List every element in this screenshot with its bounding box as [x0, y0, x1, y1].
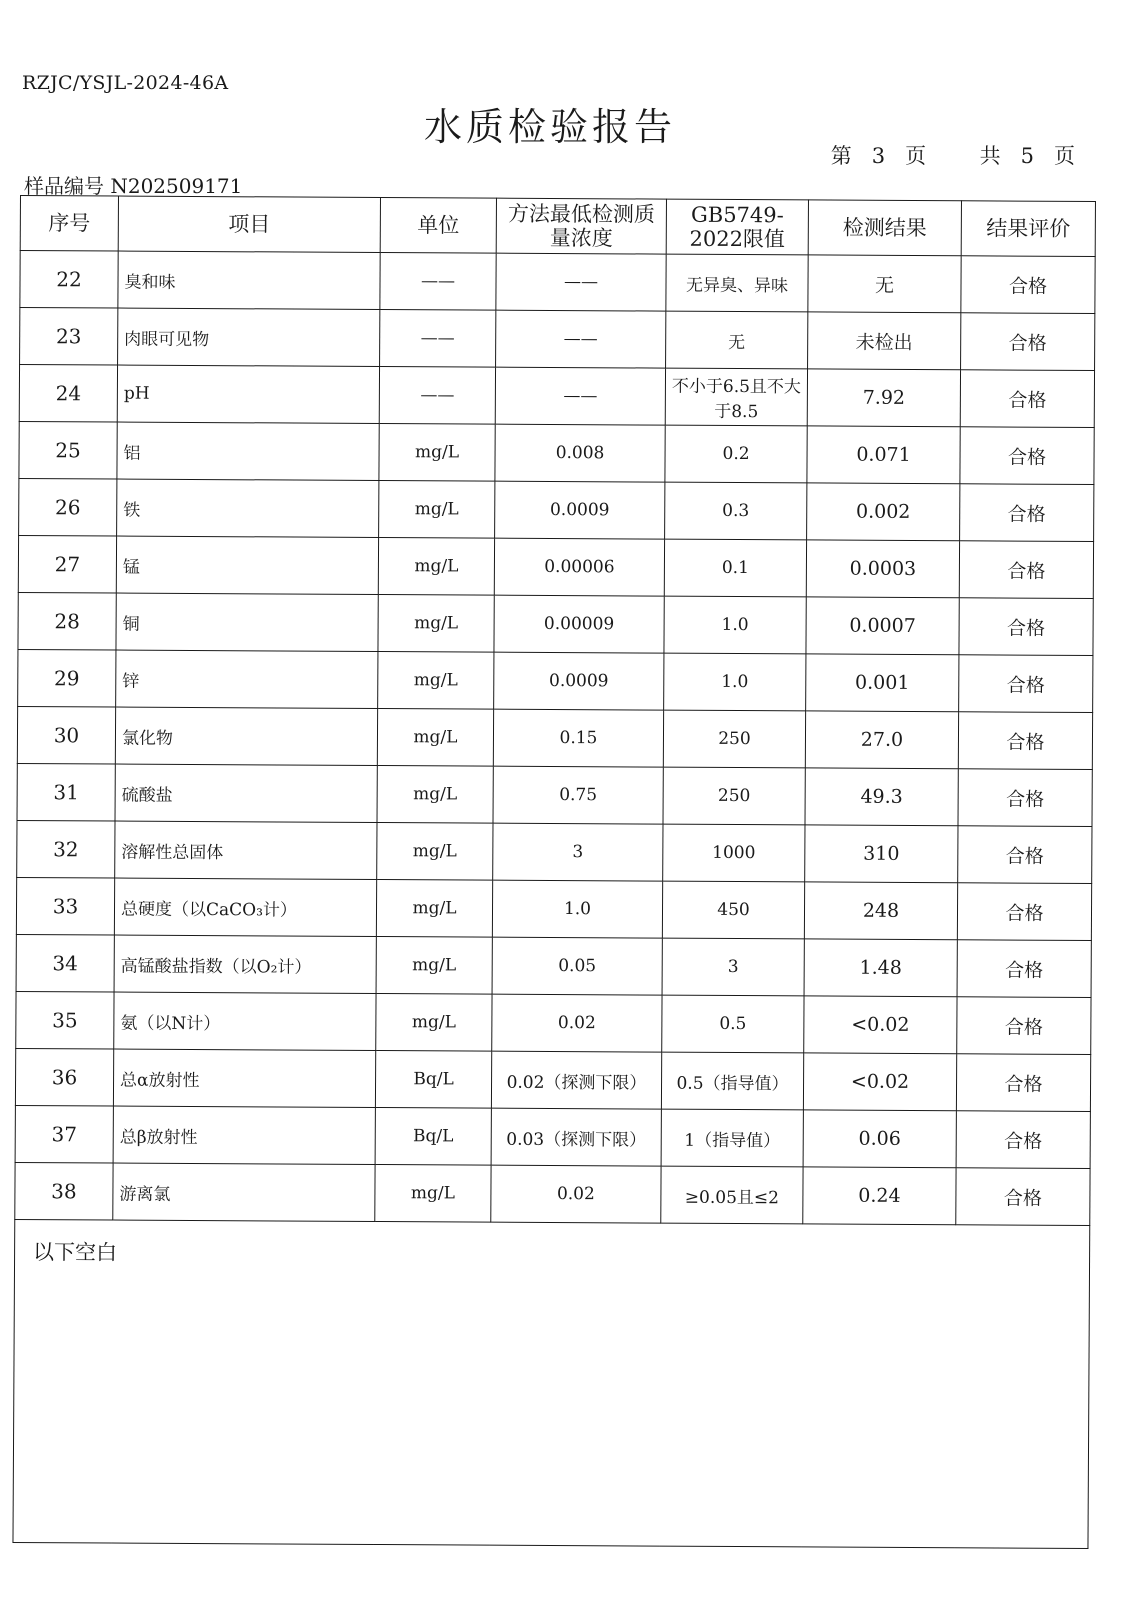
row-item: 氯化物 [115, 707, 377, 765]
row-standard-limit: 0.1 [664, 539, 806, 597]
row-item: 锰 [116, 536, 378, 594]
row-number: 30 [17, 706, 115, 764]
row-number: 35 [16, 991, 114, 1049]
row-result: 0.06 [803, 1110, 956, 1168]
row-evaluation: 合格 [961, 313, 1095, 371]
row-detection-limit: 0.02 [491, 1165, 661, 1223]
blank-footer-row [13, 1219, 1090, 1548]
page-current: 3 [871, 144, 886, 168]
row-number: 32 [17, 820, 115, 878]
row-detection-limit: 0.0009 [495, 481, 665, 539]
row-item: 氨（以N计） [114, 992, 376, 1050]
row-detection-limit: 1.0 [492, 880, 662, 938]
row-detection-limit: 0.75 [493, 766, 663, 824]
row-detection-limit: —— [496, 310, 666, 368]
row-evaluation: 合格 [957, 997, 1091, 1055]
total-unit: 页 [1054, 144, 1075, 168]
row-unit: —— [380, 253, 496, 311]
row-unit: Bq/L [375, 1051, 491, 1109]
row-unit: mg/L [377, 709, 493, 767]
row-detection-limit: 0.05 [492, 937, 662, 995]
row-standard-limit: 450 [662, 881, 804, 939]
table-row [15, 1162, 1090, 1225]
row-evaluation: 合格 [959, 598, 1093, 656]
row-detection-limit: 0.00009 [494, 595, 664, 653]
results-sheet [12, 195, 1095, 1549]
table-row [18, 535, 1093, 598]
table-row [16, 991, 1091, 1054]
results-body [15, 251, 1095, 1226]
row-standard-limit: 0.5 [662, 995, 804, 1053]
row-evaluation: 合格 [958, 712, 1092, 770]
row-detection-limit: 0.15 [493, 709, 663, 767]
row-result: 未检出 [808, 312, 961, 370]
row-number: 25 [19, 421, 117, 479]
row-number: 22 [20, 251, 118, 309]
row-result: 0.071 [807, 426, 960, 484]
row-unit: mg/L [378, 652, 494, 710]
row-unit: mg/L [379, 424, 495, 482]
table-row [18, 592, 1093, 655]
row-standard-limit: 0.5（指导值） [661, 1052, 803, 1110]
row-unit: mg/L [377, 823, 493, 881]
row-result: 310 [805, 825, 958, 883]
table-row [20, 308, 1095, 371]
row-result: 0.001 [806, 654, 959, 712]
row-unit: mg/L [377, 766, 493, 824]
row-result: <0.02 [803, 1053, 956, 1111]
row-result: 49.3 [805, 768, 958, 826]
row-result: 248 [804, 882, 957, 940]
document-code: RZJC/YSJL-2024-46A [22, 72, 229, 94]
row-result: 0.002 [807, 483, 960, 541]
row-standard-limit: 0.3 [665, 482, 807, 540]
row-item: 高锰酸盐指数（以O₂计） [114, 935, 376, 993]
row-detection-limit: 0.02 [492, 994, 662, 1052]
row-number: 37 [15, 1105, 113, 1163]
row-standard-limit: 无异臭、异味 [666, 254, 808, 312]
col-header-eval: 结果评价 [961, 201, 1095, 257]
row-number: 23 [20, 308, 118, 366]
row-result: 0.0003 [806, 540, 959, 598]
col-header-unit: 单位 [380, 198, 496, 254]
page-label: 第 [830, 144, 852, 168]
row-standard-limit: ≥0.05且≤2 [661, 1166, 803, 1224]
sample-label: 样品编号 [24, 174, 104, 198]
row-detection-limit: 0.02（探测下限） [491, 1051, 661, 1109]
row-detection-limit: 0.008 [495, 424, 665, 482]
table-row [15, 1048, 1090, 1111]
row-standard-limit: 250 [663, 767, 805, 825]
page-unit: 页 [905, 144, 927, 168]
row-item: 总硬度（以CaCO₃计） [114, 878, 376, 936]
row-detection-limit: —— [496, 253, 666, 311]
row-unit: mg/L [378, 595, 494, 653]
row-number: 36 [15, 1048, 113, 1106]
row-evaluation: 合格 [959, 541, 1093, 599]
col-header-lod: 方法最低检测质量浓度 [496, 198, 666, 254]
row-standard-limit: 1.0 [664, 653, 806, 711]
row-number: 31 [17, 763, 115, 821]
row-evaluation: 合格 [960, 484, 1094, 542]
row-detection-limit: —— [495, 367, 665, 425]
row-item: 总α放射性 [113, 1049, 375, 1107]
row-number: 38 [15, 1162, 113, 1220]
row-unit: —— [379, 367, 495, 425]
row-unit: mg/L [376, 880, 492, 938]
table-row [19, 421, 1094, 484]
report-title: 水质检验报告 [423, 105, 676, 149]
row-item: 游离氯 [113, 1163, 375, 1221]
row-number: 33 [16, 877, 114, 935]
blank-note: 以下空白 [13, 1219, 1090, 1548]
row-item: 硫酸盐 [115, 764, 377, 822]
row-evaluation: 合格 [960, 370, 1094, 428]
row-standard-limit: 1（指导值） [661, 1109, 803, 1167]
row-number: 27 [18, 535, 116, 593]
total-label: 共 [979, 144, 1001, 168]
row-evaluation: 合格 [961, 256, 1095, 314]
row-unit: mg/L [376, 994, 492, 1052]
col-header-no: 序号 [20, 196, 118, 252]
row-evaluation: 合格 [960, 427, 1094, 485]
table-row [15, 1105, 1090, 1168]
row-item: 总β放射性 [113, 1106, 375, 1164]
row-unit: Bq/L [375, 1107, 491, 1165]
table-header-row [20, 196, 1095, 257]
row-evaluation: 合格 [956, 1054, 1090, 1112]
row-unit: mg/L [375, 1164, 491, 1222]
row-item: 铜 [116, 593, 378, 651]
table-row [17, 706, 1092, 769]
sample-value: N202509171 [110, 174, 243, 198]
row-standard-limit: 3 [662, 938, 804, 996]
row-evaluation: 合格 [956, 1168, 1090, 1226]
results-table [12, 195, 1096, 1549]
row-evaluation: 合格 [956, 1111, 1090, 1169]
table-row [18, 649, 1093, 712]
row-standard-limit: 不小于6.5且不大于8.5 [665, 368, 807, 426]
row-item: 铝 [117, 422, 379, 480]
row-standard-limit: 250 [663, 710, 805, 768]
row-evaluation: 合格 [958, 826, 1092, 884]
row-evaluation: 合格 [957, 940, 1091, 998]
table-row [17, 820, 1092, 883]
row-standard-limit: 1.0 [664, 596, 806, 654]
table-row [19, 365, 1094, 428]
page-indicator [831, 140, 1075, 170]
row-unit: mg/L [379, 481, 495, 539]
row-result: 1.48 [804, 939, 957, 997]
row-item: 溶解性总固体 [115, 821, 377, 879]
row-detection-limit: 0.0009 [494, 652, 664, 710]
row-result: 7.92 [807, 369, 960, 427]
table-row [19, 478, 1094, 541]
page-total: 5 [1020, 144, 1034, 168]
row-number: 28 [18, 592, 116, 650]
row-evaluation: 合格 [957, 883, 1091, 941]
row-number: 26 [19, 478, 117, 536]
row-item: 铁 [117, 479, 379, 537]
row-standard-limit: 1000 [663, 824, 805, 882]
row-item: 锌 [116, 650, 378, 708]
table-row [16, 877, 1091, 940]
row-item: 臭和味 [118, 251, 380, 309]
table-row [20, 251, 1095, 314]
row-detection-limit: 0.00006 [494, 538, 664, 596]
row-standard-limit: 0.2 [665, 425, 807, 483]
row-number: 34 [16, 934, 114, 992]
row-result: 无 [808, 255, 961, 313]
col-header-limit: GB5749-2022限值 [666, 199, 808, 255]
row-standard-limit: 无 [666, 311, 808, 369]
row-evaluation: 合格 [959, 655, 1093, 713]
row-number: 29 [18, 649, 116, 707]
col-header-result: 检测结果 [808, 200, 961, 256]
row-result: 27.0 [805, 711, 958, 769]
row-unit: —— [380, 310, 496, 368]
row-evaluation: 合格 [958, 769, 1092, 827]
table-row [17, 763, 1092, 826]
row-unit: mg/L [376, 937, 492, 995]
row-item: 肉眼可见物 [118, 308, 380, 366]
row-result: 0.0007 [806, 597, 959, 655]
row-result: <0.02 [804, 996, 957, 1054]
row-number: 24 [19, 365, 117, 423]
row-unit: mg/L [378, 538, 494, 596]
table-row [16, 934, 1091, 997]
row-detection-limit: 3 [493, 823, 663, 881]
row-item: pH [117, 365, 379, 423]
row-detection-limit: 0.03（探测下限） [491, 1108, 661, 1166]
col-header-item: 项目 [118, 196, 380, 252]
row-result: 0.24 [803, 1167, 956, 1225]
